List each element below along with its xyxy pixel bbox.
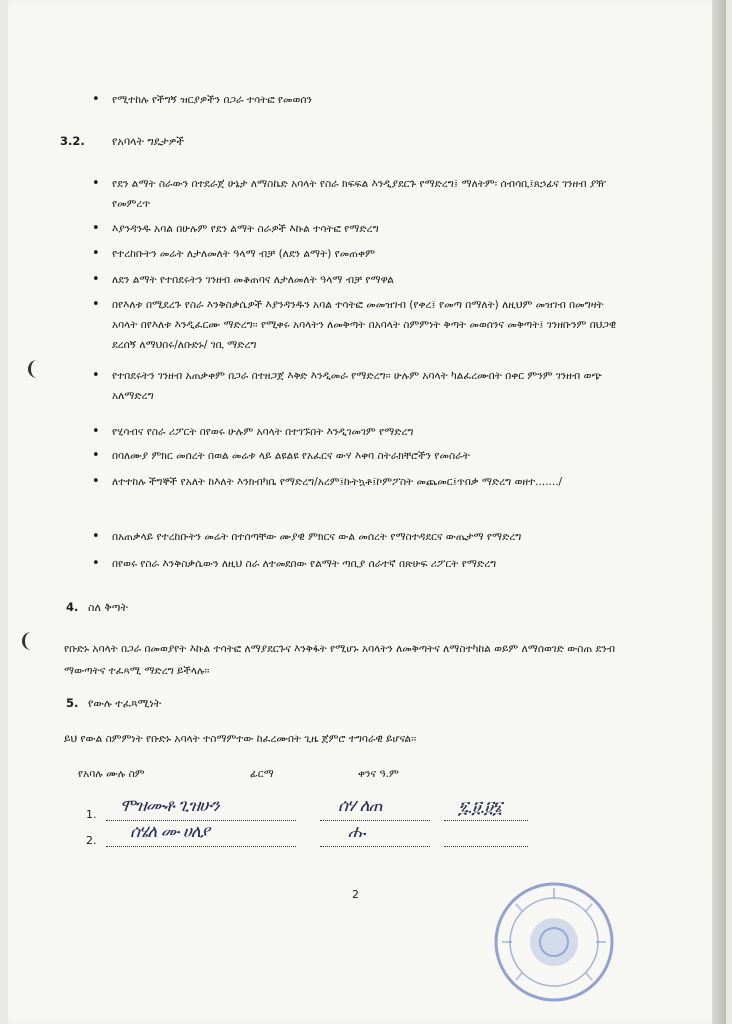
signature-row-2-signature: ሑ — [348, 822, 365, 842]
signature-header-signature: ፊርማ — [250, 768, 274, 780]
official-stamp — [492, 880, 616, 1004]
section-5-number: 5. — [66, 696, 79, 710]
obligation-item-10: • በአጠቃላይ የተረከቡትን መሬት በተሰጣቸው ሙያዊ ምክርና ውል መሰረት የማስተዳደርና ውጤታማ የማድረግ — [112, 527, 632, 547]
obligation-item-3: • የተረከቡትን መሬት ለታለመለት ዓላማ ብቻ (ለደን ልማት) የመጠቀም — [112, 244, 632, 264]
section-4-number: 4. — [66, 600, 79, 614]
section-5-body: ይህ የውል ስምምነት የቡድኑ አባላት ተስማምተው ከፈረሙበት ጊዜ ጀምሮ ተግባራዊ ይሆናል፡፡ — [64, 733, 417, 745]
signature-row-1-date-line — [444, 820, 528, 821]
signature-row-2-signature-line — [320, 846, 430, 847]
signature-row-1-name-line — [106, 820, 296, 821]
section-4-title: ስለ ቅጣት — [88, 601, 128, 614]
page-number: 2 — [352, 888, 359, 901]
section-3-2-number: 3.2. — [60, 134, 85, 148]
signature-row-1-date: ፯.፱.፱፮ — [458, 798, 502, 818]
obligation-item-11: • በየወሩ የስራ እንቅስቃሴውን ለዚህ ስራ ለተመደበው የልማት ጣቢያ ሰራተኛ በጽሁፍ ሪፖርት የማድረግ — [112, 554, 632, 574]
obligation-item-4: • ለደን ልማት የተበደሩትን ገንዘብ መቆጠባና ለታለመለት ዓላማ ብቻ የማዋል — [112, 270, 632, 290]
obligation-item-7: • የሂሳብና የስራ ሪፖርት በየወሩ ሁሉም አባላት በተገኙበት እንዲገመገም የማድረግ — [112, 422, 632, 442]
obligation-item-8: • በባለሙያ ምክር መሰረት በወል መሬቱ ላይ ልዩልዩ የአፈርና ውሃ እቀባ ስትራክቸሮችን የመስራት — [112, 446, 632, 466]
document-content — [8, 0, 726, 1024]
signature-header-date: ቀንና ዓ.ም — [358, 768, 399, 780]
obligation-item-1: • የደን ልማት ስራውን በተደራጀ ሁኔታ ለማስኬድ አባላት የስራ ክፍፍል እንዲያደርጉ የማድረግ፤ ማለትም፡ ሰብሳቢ፤ጸኃፊና ገንዘብ ያዥ የመምረጥ — [112, 174, 632, 214]
obligation-item-2: • እያንዳንዱ አባል በሁሉም የደን ልማት ስራዎች እኩል ተሳትፎ የማድረግ — [112, 219, 632, 239]
signature-header-name: የአባሉ ሙሉ ስም — [78, 768, 145, 780]
section-5-title: የውሉ ተፈጻሚነት — [88, 697, 162, 710]
signature-row-2-name-line — [106, 846, 296, 847]
signature-row-2-number: 2. — [86, 834, 97, 847]
signature-row-2-name: ሰሄለ ሙ ሀለያ — [130, 822, 209, 842]
section-4-body: የቡድኑ አባላት በጋራ በመወያየት እኩል ተሳትፎ ለማያደርጉና እንቅፋት የሚሆኑ አባላትን ለመቅጣትና ለማስተካከል ወይም ለማሰወገድ ውስጠ ደንብ ማውጣትና ተፈጻሚ ማድረግ ይችላሉ፡፡ — [64, 643, 616, 677]
signature-row-1-number: 1. — [86, 808, 97, 821]
signature-row-1-signature-line — [320, 820, 430, 821]
obligation-item-5: • በየእለቱ በሚደረጉ የስራ እንቅስቃሴዎች እያንዳንዱን አባል ተሳትፎ መመዝገብ (የቀረ፤ የመጣ በማለት) ለዚህም መዝገብ በመግዛት አባላት በየእለቱ እንዲፈርሙ ማድረግ፡፡ የሚቀሩ አባላትን ለመቅጣት በአባላት ስምምነት ቅጣት መወሰንና መቅጣት፤ ገንዘቡንም በህጋዊ ደረሰኝ ለማህበሩ/ለቡድኑ/ ገቢ ማድረግ — [112, 295, 632, 355]
signature-row-2-date-line — [444, 846, 528, 847]
signature-row-1-signature: ሰሃ ለጠ — [338, 796, 382, 816]
obligation-item-9: • ለተተከሉ ችግኞች የአለት ከእለት እንክብካቤ የማድረግ/አረም፤ኩትኳቶ፤ኮምፖስት መጨመር፤ጥበቃ ማድረግ ወዘተ......./ — [112, 472, 632, 492]
punch-hole-mark — [22, 632, 35, 650]
punch-hole-mark — [28, 360, 41, 378]
obligation-item-6: • የተበደሩትን ገንዘብ አጠቃቀም በጋራ በተዘጋጀ እቅድ እንዲመራ የማድረግ፡፡ ሁሉም አባላት ካልፈረሙበት በቀር ምንም ገንዘብ ወጭ አለማድረግ — [112, 366, 632, 406]
bullet-item-top: • የሚተከሉ የችግኝ ዝርያዎችን በጋራ ተሳትፎ የመወሰን — [112, 90, 632, 110]
document-page — [8, 0, 726, 1024]
signature-row-1-name: ሞዝሙቶ ጊዝሁን — [120, 796, 219, 816]
section-3-2-title: የአባላት ግዴታዎች — [112, 135, 185, 148]
